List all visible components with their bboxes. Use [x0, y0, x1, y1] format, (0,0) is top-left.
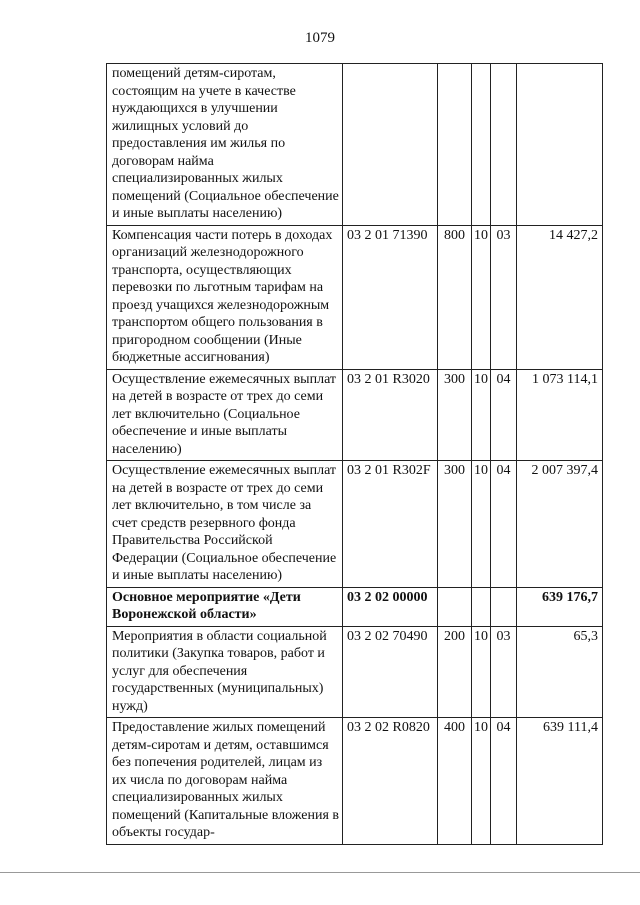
row-section: 10 — [472, 369, 491, 461]
row-section: 10 — [472, 225, 491, 369]
row-amount — [517, 64, 603, 226]
row-code: 03 2 02 70490 — [343, 626, 438, 718]
table-row — [107, 225, 603, 369]
table-row — [107, 369, 603, 461]
table-row — [107, 718, 603, 845]
row-code: 03 2 02 00000 — [343, 587, 438, 626]
budget-table — [106, 63, 603, 845]
row-subsection: 04 — [491, 718, 517, 845]
row-expense-type: 200 — [438, 626, 472, 718]
row-expense-type: 800 — [438, 225, 472, 369]
row-expense-type: 300 — [438, 369, 472, 461]
row-code: 03 2 01 R302F — [343, 461, 438, 588]
table-row — [107, 626, 603, 718]
row-subsection — [491, 64, 517, 226]
row-name: помещений детям-сиротам, состоящим на учете в качестве нуждающихся в улучшении жилищных условий до предоставления им жилья по договорам найма специализированных жилых помещений (Социальное обеспечение и иные выплаты населению) — [107, 64, 343, 226]
row-name: Мероприятия в области социальной политики (Закупка товаров, работ и услуг для обеспечения государственных (муниципальных) нужд) — [107, 626, 343, 718]
row-section: 10 — [472, 461, 491, 588]
row-section — [472, 64, 491, 226]
row-amount: 1 073 114,1 — [517, 369, 603, 461]
row-amount: 65,3 — [517, 626, 603, 718]
row-section — [472, 587, 491, 626]
row-code — [343, 64, 438, 226]
row-amount: 14 427,2 — [517, 225, 603, 369]
table-row — [107, 587, 603, 626]
page-number: 1079 — [305, 30, 335, 46]
row-subsection: 03 — [491, 626, 517, 718]
table-row — [107, 64, 603, 226]
row-expense-type: 300 — [438, 461, 472, 588]
row-name: Компенсация части потерь в доходах организаций железнодорожного транспорта, осуществляющих перевозки по льготным тарифам на проезд учащихся железнодорожным транспортом общего пользования в пригородном сообщении (Иные бюджетные ассигнования) — [107, 225, 343, 369]
row-subsection: 04 — [491, 369, 517, 461]
row-section: 10 — [472, 626, 491, 718]
row-name: Осуществление ежемесячных выплат на детей в возрасте от трех до семи лет включительно, в том числе за счет средств резервного фонда Правительства Российской Федерации (Социальное обеспечение и иные выплаты населению) — [107, 461, 343, 588]
row-subsection: 04 — [491, 461, 517, 588]
row-expense-type: 400 — [438, 718, 472, 845]
row-section: 10 — [472, 718, 491, 845]
row-subsection — [491, 587, 517, 626]
row-name: Осуществление ежемесячных выплат на детей в возрасте от трех до семи лет включительно (Социальное обеспечение и иные выплаты населению) — [107, 369, 343, 461]
row-code: 03 2 01 71390 — [343, 225, 438, 369]
row-expense-type — [438, 587, 472, 626]
row-amount: 639 111,4 — [517, 718, 603, 845]
bottom-divider — [0, 872, 640, 873]
row-expense-type — [438, 64, 472, 226]
row-subsection: 03 — [491, 225, 517, 369]
table-row — [107, 461, 603, 588]
row-code: 03 2 01 R3020 — [343, 369, 438, 461]
row-code: 03 2 02 R0820 — [343, 718, 438, 845]
row-name: Основное мероприятие «Дети Воронежской области» — [107, 587, 343, 626]
row-name: Предоставление жилых помещений детям-сиротам и детям, оставшимся без попечения родителей, лицам из их числа по договорам найма специализированных жилых помещений (Капитальные вложения в объекты государ- — [107, 718, 343, 845]
row-amount: 639 176,7 — [517, 587, 603, 626]
row-amount: 2 007 397,4 — [517, 461, 603, 588]
